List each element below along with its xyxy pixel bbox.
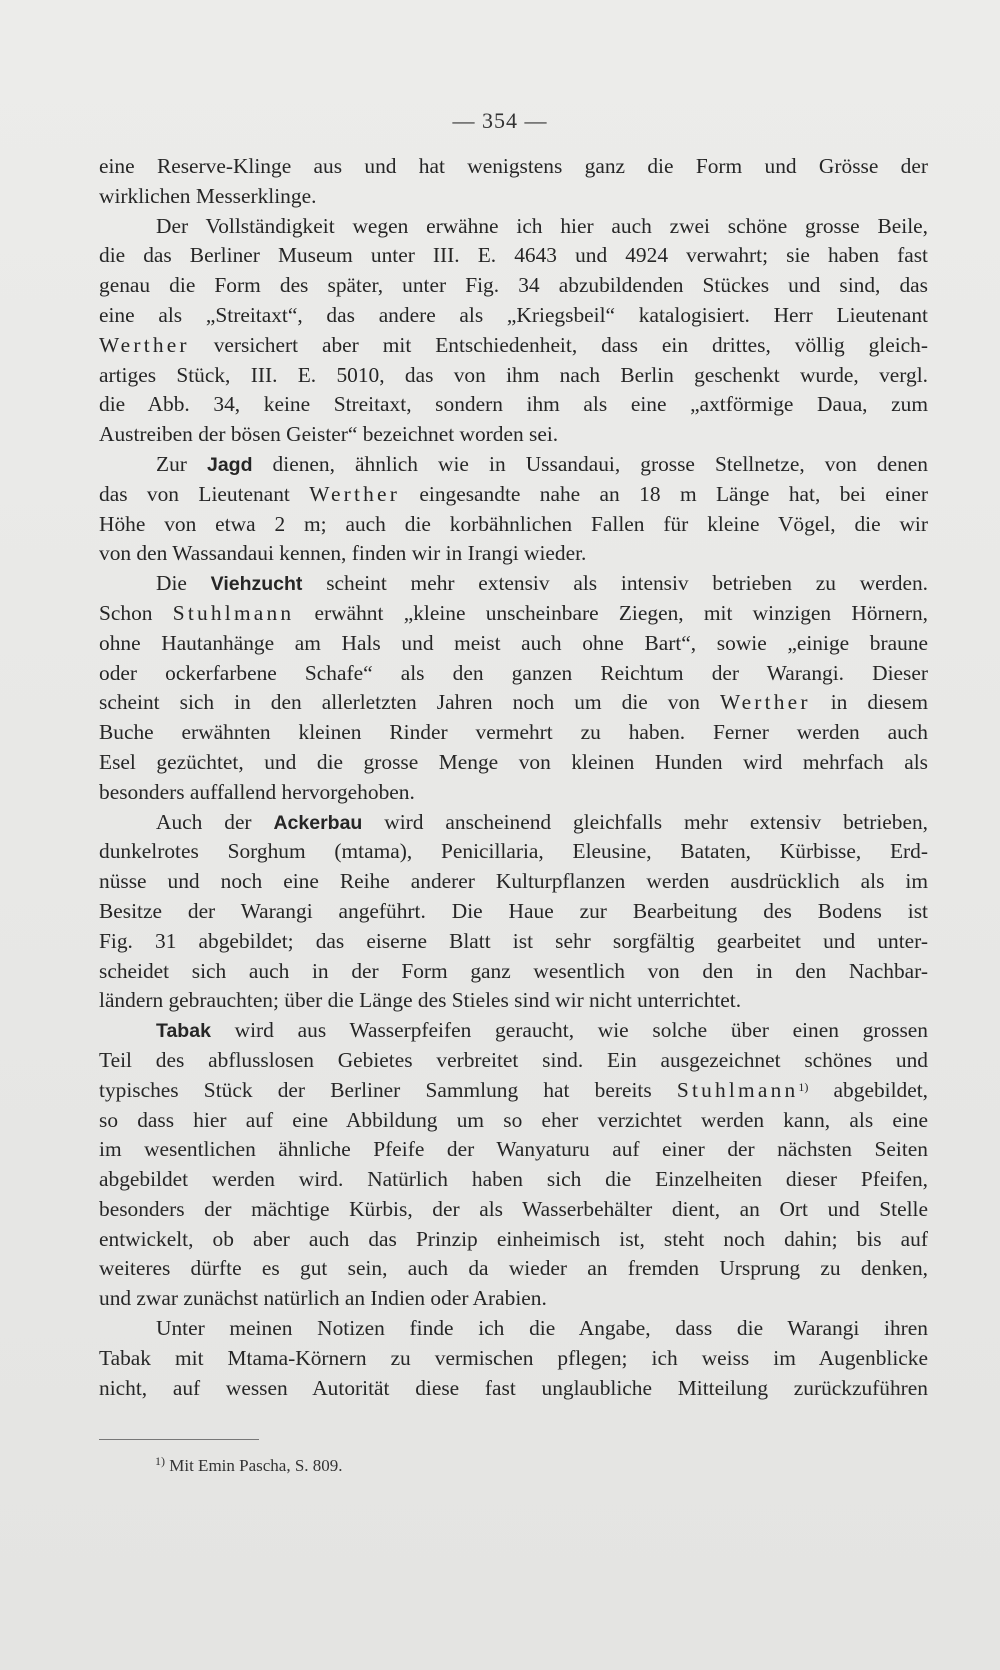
text-line <box>99 1314 928 1344</box>
text-line <box>99 986 928 1016</box>
text-line <box>99 1016 928 1046</box>
text-fragment: Fig. 31 abgebildet; das eiserne Blatt ist sehr sorgfältig gearbeitet und unter- <box>99 928 928 953</box>
text-line <box>99 390 928 420</box>
text-fragment: abgebildet werden wird. Natürlich haben sich die Einzelheiten dieser Pfeifen, <box>99 1167 928 1192</box>
text-fragment: die das Berliner Museum unter III. E. 4643 und 4924 verwahrt; sie haben fast <box>99 243 928 268</box>
text-fragment: abgebildet, <box>808 1077 928 1102</box>
text-line <box>99 748 928 778</box>
footnote-rule <box>99 1439 259 1440</box>
text-fragment: wird anscheinend gleichfalls mehr extensiv betrieben, <box>362 809 928 834</box>
footnote-marker: 1) <box>155 1454 165 1468</box>
text-fragment: erwähnt „kleine unscheinbare Ziegen, mit winzigen Hörnern, <box>294 600 928 625</box>
text-line <box>99 271 928 301</box>
text-line <box>99 1284 928 1314</box>
text-fragment: eine als „Streitaxt“, das andere als „Kriegsbeil“ katalogisiert. Herr Lieutenant <box>99 302 928 327</box>
text-fragment: Auch der <box>156 809 274 834</box>
text-fragment: artiges Stück, III. E. 5010, das von ihm nach Berlin geschenkt wurde, vergl. <box>99 362 928 387</box>
body-text <box>99 152 928 1403</box>
text-line <box>99 331 928 361</box>
spaced-name: Stuhlmann <box>676 1077 799 1102</box>
text-line <box>99 450 928 480</box>
keyword: Ackerbau <box>273 811 363 834</box>
text-line <box>99 1344 928 1374</box>
text-fragment: ländern gebrauchten; über die Länge des Stieles sind wir nicht unterrichtet. <box>99 988 742 1013</box>
text-line <box>99 688 928 718</box>
text-fragment: ohne Hautanhänge am Hals und meist auch ohne Bart“, sowie „einige braune <box>99 630 928 655</box>
text-line <box>99 867 928 897</box>
text-fragment: Esel gezüchtet, und die grosse Menge von kleinen Hunden wird mehrfach als <box>99 749 928 774</box>
text-line <box>99 361 928 391</box>
footnote-ref: 1) <box>798 1079 809 1094</box>
text-line <box>99 897 928 927</box>
text-fragment: eine Reserve-Klinge aus und hat wenigstens ganz die Form und Grösse der <box>99 154 928 178</box>
text-line <box>99 212 928 242</box>
text-fragment: besonders auffallend hervorgehoben. <box>99 779 415 804</box>
text-fragment: dunkelrotes Sorghum (mtama), Penicillaria, Eleusine, Bataten, Kürbisse, Erd- <box>99 839 928 864</box>
text-fragment: scheint sich in den allerletzten Jahren noch um die von <box>99 690 720 715</box>
text-line <box>99 1076 928 1106</box>
spaced-name: Werther <box>719 690 811 715</box>
text-fragment: dienen, ähnlich wie in Ussandaui, grosse Stellnetze, von denen <box>252 451 928 476</box>
text-line <box>99 629 928 659</box>
text-line <box>99 152 928 182</box>
text-line <box>99 808 928 838</box>
text-fragment: Teil des abflusslosen Gebietes verbreitet sind. Ein ausgezeichnet schönes und <box>99 1047 928 1072</box>
text-fragment: genau die Form des später, unter Fig. 34 abzubildenden Stückes und sind, das <box>99 273 928 298</box>
text-fragment: besonders der mächtige Kürbis, der als Wasserbehälter dient, an Ort und Stelle <box>99 1196 928 1221</box>
text-fragment: scheidet sich auch in der Form ganz wesentlich von den in den Nachbar- <box>99 958 928 983</box>
text-fragment: nicht, auf wessen Autorität diese fast unglaubliche Mitteilung zurückzuführen <box>99 1375 928 1400</box>
text-fragment: in diesem <box>810 690 928 715</box>
text-fragment: Besitze der Warangi angeführt. Die Haue zur Bearbeitung des Bodens ist <box>99 898 928 923</box>
text-fragment: Schon <box>99 600 173 625</box>
spaced-name: Werther <box>309 481 401 506</box>
text-line <box>99 510 928 540</box>
text-fragment: die Abb. 34, keine Streitaxt, sondern ihm als eine „axtförmige Daua, zum <box>99 392 928 417</box>
text-fragment: Die <box>156 571 211 596</box>
text-fragment: weiteres dürfte es gut sein, auch da wieder an fremden Ursprung zu denken, <box>99 1256 928 1281</box>
keyword: Viehzucht <box>210 573 303 596</box>
keyword: Tabak <box>156 1020 211 1043</box>
text-fragment: Tabak mit Mtama-Körnern zu vermischen pflegen; ich weiss im Augenblicke <box>99 1345 928 1370</box>
text-fragment: Höhe von etwa 2 m; auch die korbähnlichen Fallen für kleine Vögel, die wir <box>99 511 928 536</box>
text-line <box>99 1254 928 1284</box>
text-fragment: Der Vollständigkeit wegen erwähne ich hier auch zwei schöne grosse Beile, <box>156 213 928 238</box>
text-line <box>99 778 928 808</box>
text-line <box>99 420 928 450</box>
text-line <box>99 718 928 748</box>
text-line <box>99 1046 928 1076</box>
text-line <box>99 599 928 629</box>
text-fragment: typisches Stück der Berliner Sammlung hat bereits <box>99 1077 677 1102</box>
text-line <box>99 1106 928 1136</box>
text-fragment: oder ockerfarbene Schafe“ als den ganzen Reichtum der Warangi. Dieser <box>99 660 928 685</box>
keyword: Jagd <box>206 453 253 476</box>
text-line <box>99 1135 928 1165</box>
spaced-name: Werther <box>99 332 190 357</box>
text-line <box>99 1195 928 1225</box>
text-fragment: scheint mehr extensiv als intensiv betrieben zu werden. <box>302 571 929 596</box>
page-number: — 354 — <box>452 108 548 133</box>
text-line <box>99 1165 928 1195</box>
text-fragment: so dass hier auf eine Abbildung um so eher verzichtet werden kann, als eine <box>99 1107 928 1132</box>
text-fragment: im wesentlichen ähnliche Pfeife der Wanyaturu auf einer der nächsten Seiten <box>99 1137 928 1162</box>
text-line <box>99 1225 928 1255</box>
text-fragment: Zur <box>156 451 207 476</box>
text-fragment: versichert aber mit Entschiedenheit, dass ein drittes, völlig gleich- <box>189 332 928 357</box>
text-line <box>99 301 928 331</box>
text-fragment: nüsse und noch eine Reihe anderer Kulturpflanzen werden ausdrücklich als im <box>99 869 928 894</box>
text-fragment: eingesandte nahe an 18 m Länge hat, bei einer <box>400 481 928 506</box>
text-fragment: und zwar zunächst natürlich an Indien oder Arabien. <box>99 1286 547 1311</box>
text-fragment: von den Wassandaui kennen, finden wir in Irangi wieder. <box>99 541 587 566</box>
text-line <box>99 182 928 212</box>
spaced-name: Stuhlmann <box>172 600 295 625</box>
text-line <box>99 480 928 510</box>
text-line <box>99 539 928 569</box>
text-line <box>99 659 928 689</box>
text-line <box>99 569 928 599</box>
footnote-text: Mit Emin Pascha, S. 809. <box>165 1456 343 1475</box>
text-fragment: das von Lieutenant <box>99 481 310 506</box>
text-line <box>99 837 928 867</box>
text-line <box>99 927 928 957</box>
text-fragment: wird aus Wasserpfeifen geraucht, wie solche über einen grossen <box>210 1018 928 1043</box>
text-line <box>99 957 928 987</box>
text-fragment: entwickelt, ob aber auch das Prinzip einheimisch ist, steht noch dahin; bis auf <box>99 1226 928 1251</box>
text-line <box>99 1374 928 1404</box>
text-fragment: wirklichen Messerklinge. <box>99 183 317 208</box>
text-fragment: Unter meinen Notizen finde ich die Angabe, dass die Warangi ihren <box>156 1316 928 1341</box>
text-fragment: Buche erwähnten kleinen Rinder vermehrt zu haben. Ferner werden auch <box>99 720 928 745</box>
footnote <box>155 1456 343 1476</box>
text-line <box>99 241 928 271</box>
text-fragment: Austreiben der bösen Geister“ bezeichnet worden sei. <box>99 422 559 447</box>
